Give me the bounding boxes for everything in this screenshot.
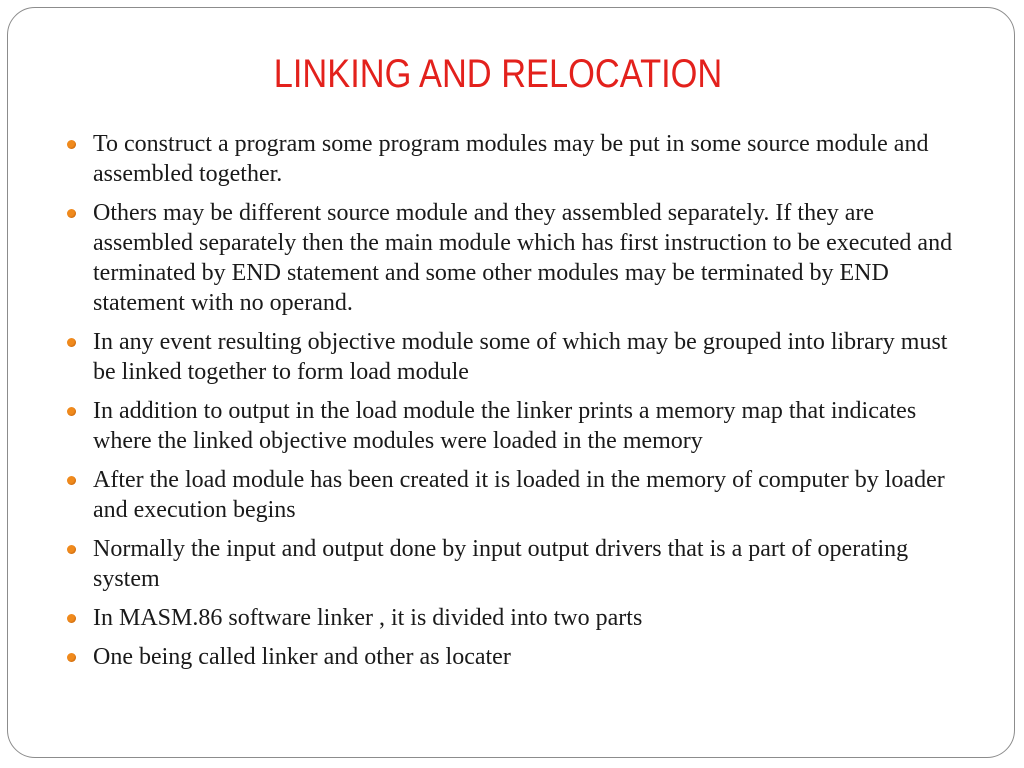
slide-frame <box>7 7 1015 758</box>
bullet-item <box>66 327 966 387</box>
bullet-text: After the load module has been created it is loaded in the memory of computer by loader and execution begins <box>93 467 945 523</box>
bullet-item <box>66 534 966 594</box>
bullet-text: In addition to output in the load module the linker prints a memory map that indicates where the linked objective modules were loaded in the memory <box>93 398 917 454</box>
bullet-text: Others may be different source module and they assembled separately. If they are assembled separately then the main module which has first instruction to be executed and terminated by END statement and some other modules may be terminated by END statement with no operand. <box>93 200 953 316</box>
bullet-dot-icon <box>67 476 76 485</box>
bullet-item <box>66 642 966 672</box>
bullet-dot-icon <box>67 653 76 662</box>
bullet-dot-icon <box>67 614 76 623</box>
bullet-item <box>66 603 966 633</box>
bullet-dot-icon <box>67 338 76 347</box>
bullet-item <box>66 198 966 318</box>
bullet-text: In MASM.86 software linker , it is divided into two parts <box>93 605 643 631</box>
bullet-item <box>66 129 966 189</box>
bullet-text: To construct a program some program modules may be put in some source module and assembled together. <box>93 131 929 187</box>
bullet-dot-icon <box>67 209 76 218</box>
bullet-dot-icon <box>67 407 76 416</box>
bullet-item <box>66 465 966 525</box>
slide-title: LINKING AND RELOCATION <box>273 52 723 96</box>
bullet-item <box>66 396 966 456</box>
bullet-list <box>66 129 966 681</box>
bullet-dot-icon <box>67 140 76 149</box>
bullet-text: Normally the input and output done by input output drivers that is a part of operating system <box>93 536 909 592</box>
bullet-dot-icon <box>67 545 76 554</box>
bullet-text: One being called linker and other as locater <box>93 644 511 670</box>
bullet-text: In any event resulting objective module some of which may be grouped into library must be linked together to form load module <box>93 329 948 385</box>
